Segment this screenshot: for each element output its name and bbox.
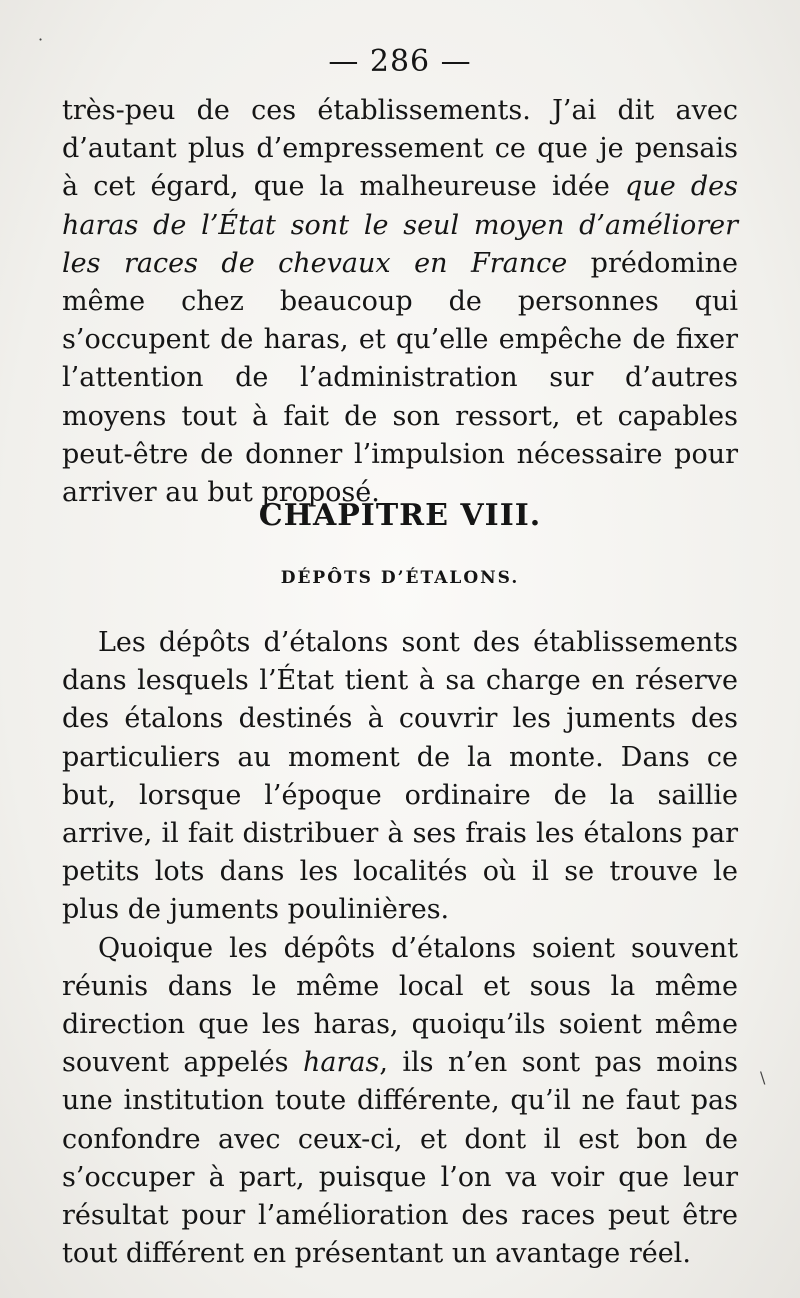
paragraph-1-italic-quote: que des haras de l’État sont le seul moyen d’améliorer les races de chevaux en France bbox=[62, 171, 738, 279]
speck-mark: · bbox=[38, 30, 44, 49]
paragraph-2: Les dépôts d’étalons sont des établissements dans lesquels l’État tient à sa charge en réserve des étalons destinés à couvrir les juments des particuliers au moment de la monte. Dans ce but, lorsque l’époque ordinaire de la saillie arrive, il fait distribuer à ses frais les étalons par petits lots dans les localités où il se trouve le plus de juments poulinières. bbox=[62, 627, 738, 926]
paragraph-3-text-a: Quoique les dépôts d’étalons soient souvent réunis dans le même local et sous la même direction que les haras, quoiqu’ils soient même souvent appelés bbox=[62, 932, 738, 1079]
stray-mark: \ bbox=[760, 1068, 766, 1087]
paragraph-1-text-a: très-peu de ces établissements. J’ai dit avec d’autant plus d’empressement ce que je pensais à cet égard, que la malheureuse idée bbox=[62, 95, 738, 203]
body-text bbox=[62, 624, 738, 1273]
paragraph-3-italic-word: haras bbox=[303, 1047, 380, 1079]
paragraph-3 bbox=[62, 930, 738, 1274]
paragraph-1-text-c: prédomine même chez beaucoup de personnes qui s’occupent de haras, et qu’elle empêche de fixer l’attention de l’administration sur d’autres moyens tout à fait de son ressort, et capables peut-être de donner l’impulsion nécessaire pour arriver au but proposé. bbox=[62, 247, 738, 509]
paragraph-1 bbox=[62, 92, 738, 512]
chapter-subtitle: DÉPÔTS D’ÉTALONS. bbox=[280, 568, 520, 588]
chapter-title: CHAPITRE VIII. bbox=[258, 498, 542, 533]
paragraph-3-text-c: , ils n’en sont pas moins une institution toute différente, qu’il ne faut pas confondre avec ceux-ci, et dont il est bon de s’occuper à part, puisque l’on va voir que leur résultat pour l’amélioration des races peut être tout différent en présentant un avantage réel. bbox=[62, 1047, 738, 1270]
page-number: — 286 — bbox=[328, 44, 472, 79]
